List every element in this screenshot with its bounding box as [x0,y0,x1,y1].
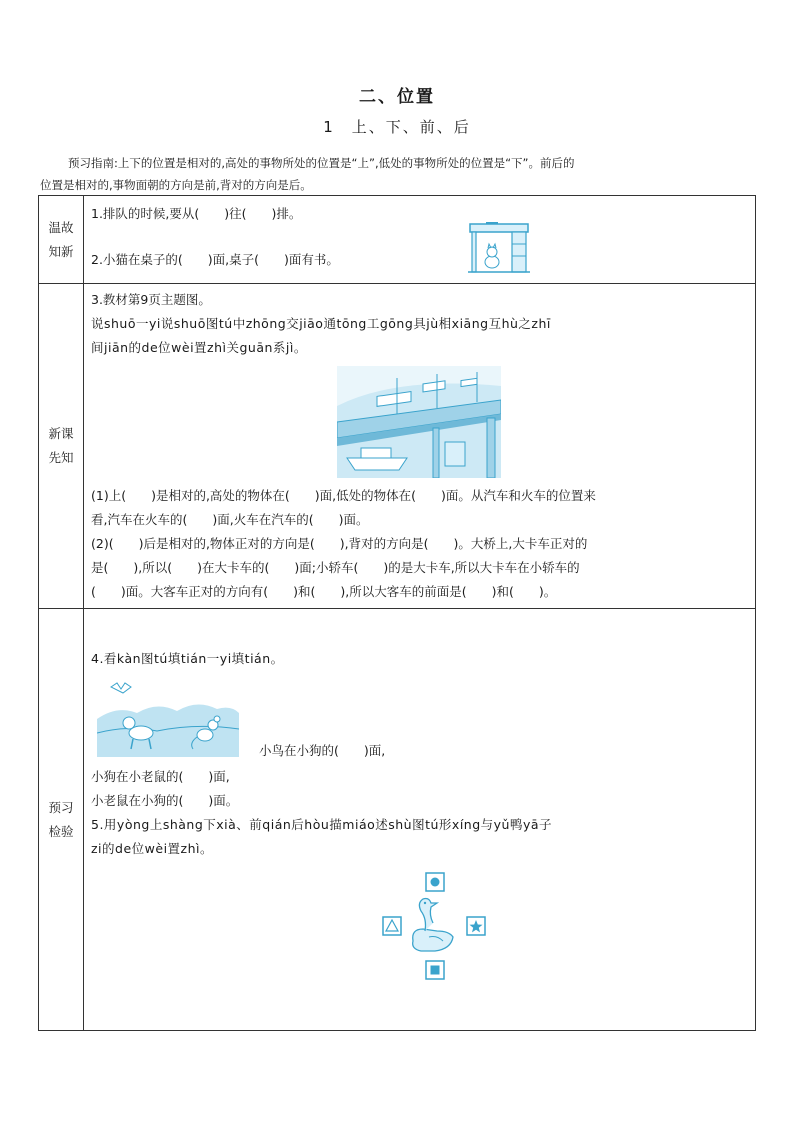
question-2: 2.小猫在桌子的( )面,桌子( )面有书。 [91,252,339,267]
star-shape-right [467,917,485,935]
section-label-review: 温故知新 [39,196,84,284]
page-title: 二、位置 [359,87,435,107]
question-1: 1.排队的时候,要从( )往( )排。 [91,206,302,221]
part-2-line-1: (2)( )后是相对的,物体正对的方向是( ),背对的方向是( )。大桥上,大卡车正对的 [91,536,588,551]
bird-dog-mouse-illustration [97,679,239,757]
question-4: 4.看kàn图tú填tián一yi填tián。 [91,651,284,666]
instruction-line-1: 说shuō一yi说shuō图tú中zhōng交jiāo通tōng工gōng具jù相xiāng互hù之zhī [91,316,551,331]
triangle-shape-left [383,917,401,935]
part-2-line-2: 是( ),所以( )在大卡车的( )面;小轿车( )的是大卡车,所以大卡车在小轿车的 [91,560,580,575]
review-content [84,196,756,284]
part-1-line-2: 看,汽车在火车的( )面,火车在汽车的( )面。 [91,512,369,527]
guide-line-2: 位置是相对的,事物面朝的方向是前,背对的方向是后。 [40,178,312,192]
question-5-line-2: zi的de位wèi置zhì。 [91,841,214,856]
question-4-blank-a: 小鸟在小狗的( )面, [259,743,386,758]
circle-shape-top [426,873,444,891]
question-4-blank-c: 小老鼠在小狗的( )面。 [91,793,239,808]
section-label-preview: 预习检验 [39,609,84,1031]
section-label-new: 新课先知 [39,284,84,609]
question-4-figure-area [91,679,748,765]
cat-under-desk-illustration [468,222,530,274]
square-shape-bottom [426,961,444,979]
instruction-line-2: 间jiān的de位wèi置zhì关guān系jì。 [91,340,307,355]
bridge-traffic-illustration [337,366,501,478]
lesson-subtitle: 1 上、下、前、后 [323,118,471,136]
question-3: 3.教材第9页主题图。 [91,292,211,307]
preview-check-content [84,609,756,1031]
question-4-blank-b: 小狗在小老鼠的( )面, [91,769,230,784]
preview-guide [40,152,738,196]
duck-shapes-illustration [381,871,491,983]
part-1-line-1: (1)上( )是相对的,高处的物体在( )面,低处的物体在( )面。从汽车和火车的位置来 [91,488,596,503]
question-5-line-1: 5.用yòng上shàng下xià、前qián后hòu描miáo述shù图tú形xíng与yǔ鸭yā子 [91,817,553,832]
part-2-line-3: ( )面。大客车正对的方向有( )和( ),所以大客车的前面是( )和( )。 [91,584,557,599]
new-lesson-content [84,284,756,609]
worksheet-table [38,195,756,1031]
guide-line-1: 预习指南:上下的位置是相对的,高处的事物所处的位置是“上”,低处的事物所处的位置是“下”。前后的 [68,156,575,170]
duck-figure [413,899,453,952]
